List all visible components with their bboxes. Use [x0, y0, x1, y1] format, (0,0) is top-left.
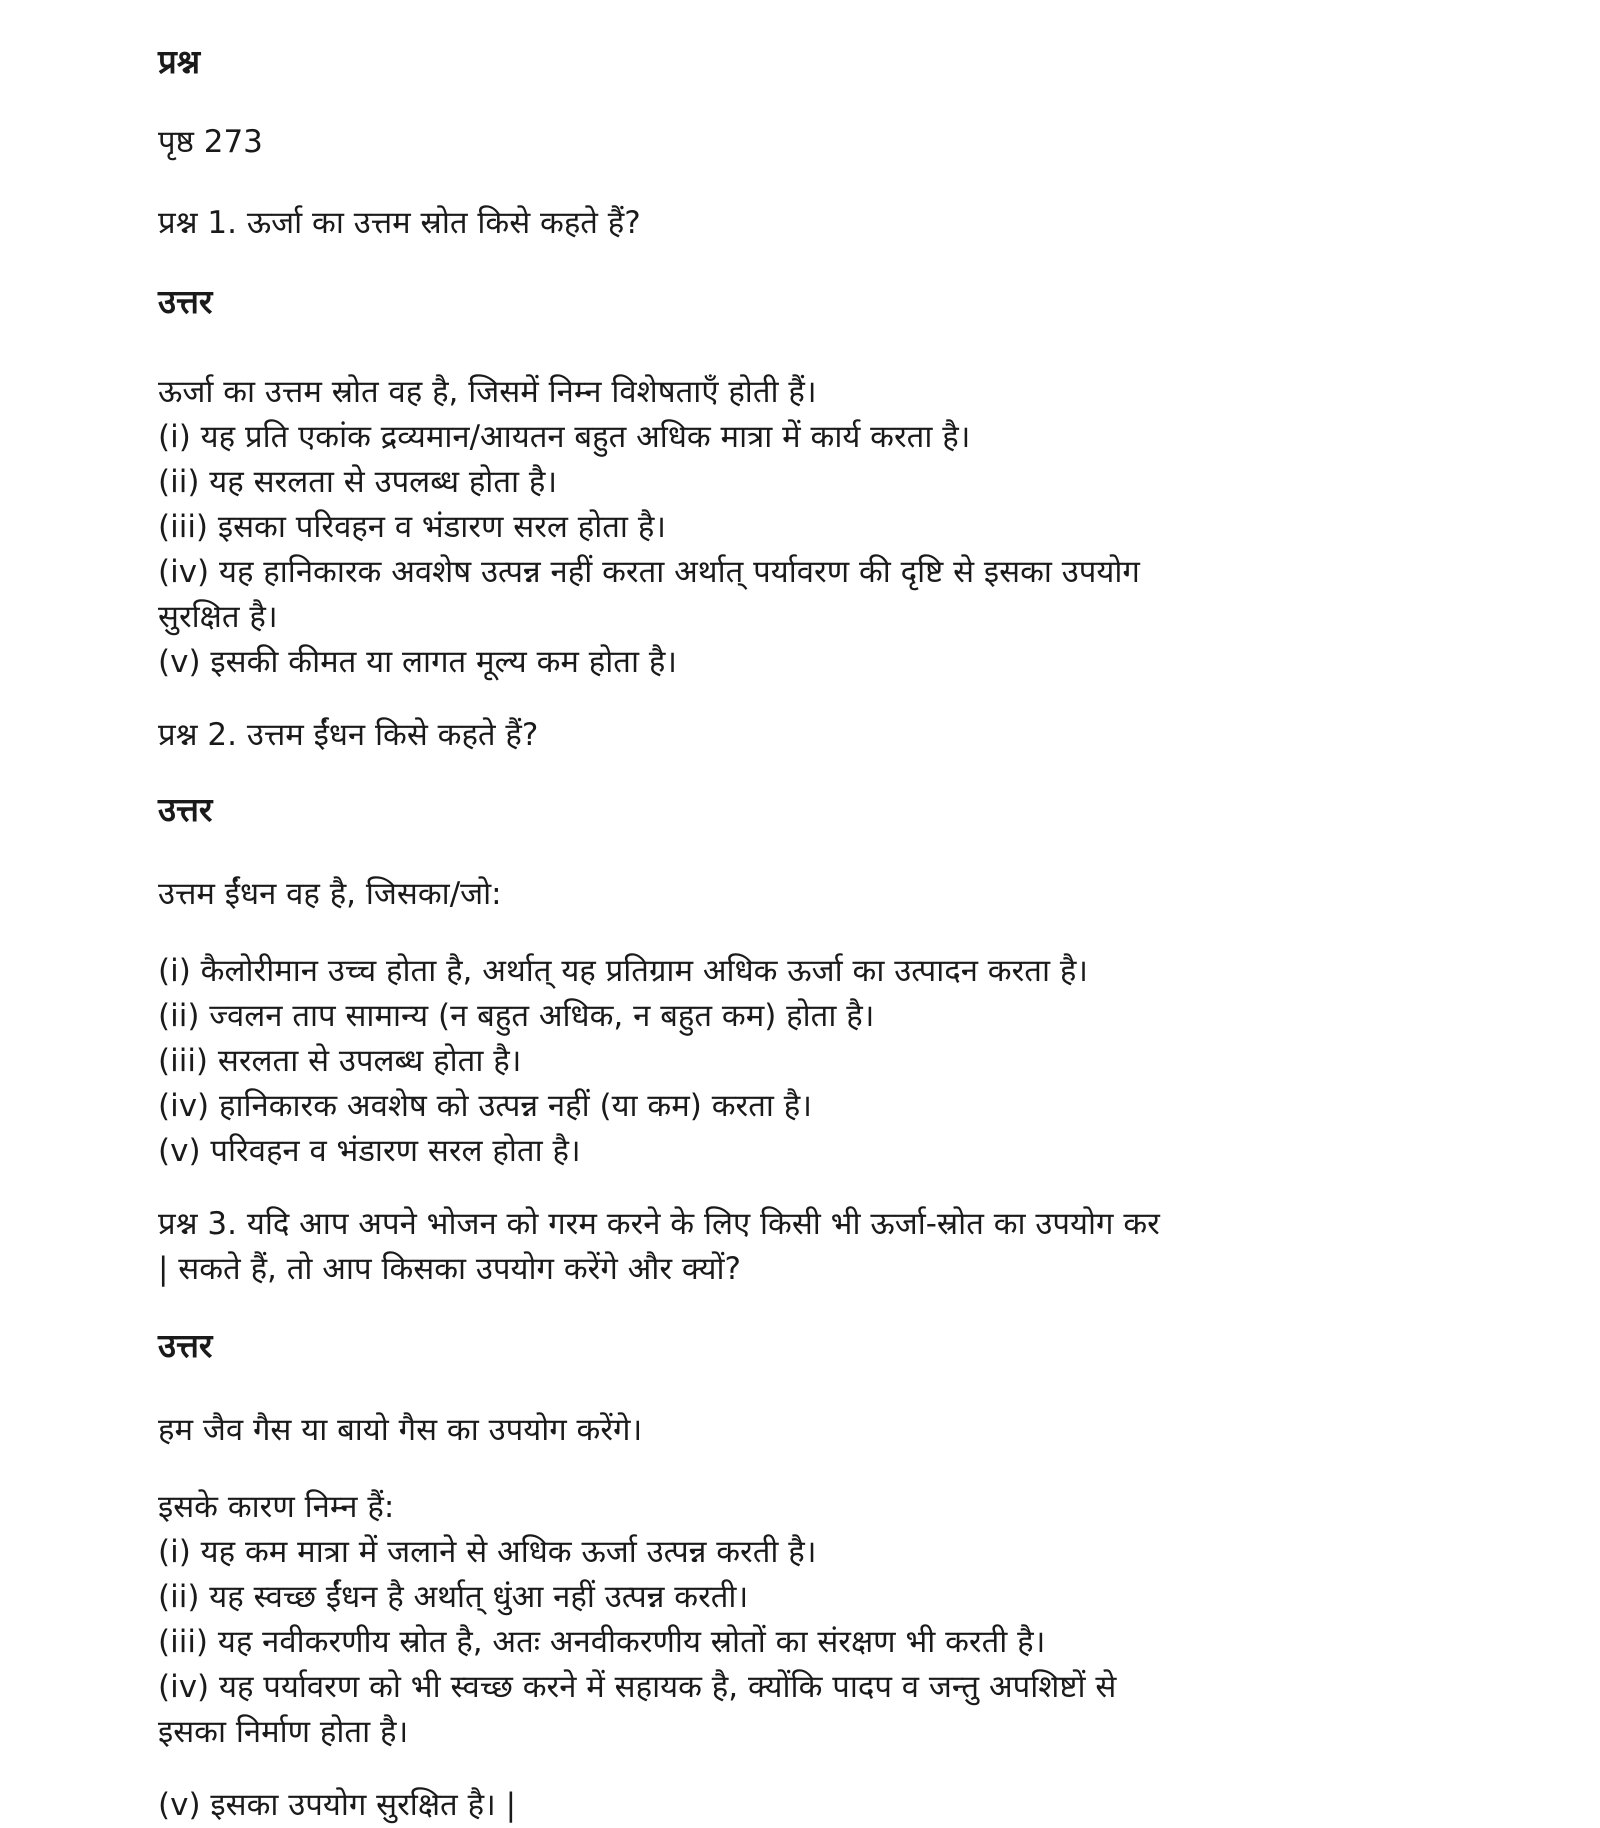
question-3 [158, 1202, 1458, 1292]
answer-2-point: (v) परिवहन व भंडारण सरल होता है। [158, 1133, 581, 1169]
answer-2-heading: उत्तर [158, 790, 213, 829]
answer-3-last-point: (v) इसका उपयोग सुरक्षित है। | [158, 1787, 517, 1823]
answer-2-list [158, 949, 1458, 1174]
answer-3-intro: हम जैव गैस या बायो गैस का उपयोग करेंगे। [158, 1412, 643, 1448]
page-number-label: पृष्ठ 273 [158, 124, 263, 160]
answer-3-point: (i) यह कम मात्रा में जलाने से अधिक ऊर्जा उत्पन्न करती है। [158, 1534, 817, 1570]
question-1: प्रश्न 1. ऊर्जा का उत्तम स्रोत किसे कहते हैं? [158, 205, 641, 241]
answer-3-heading: उत्तर [158, 1326, 213, 1365]
answer-3-reasons-title: इसके कारण निम्न हैं: [158, 1489, 395, 1525]
answer-2-intro: उत्तम ईंधन वह है, जिसका/जो: [158, 876, 502, 912]
answer-2-point: (i) कैलोरीमान उच्च होता है, अर्थात् यह प्रतिग्राम अधिक ऊर्जा का उत्पादन करता है। [158, 953, 1089, 989]
answer-2-point: (iii) सरलता से उपलब्ध होता है। [158, 1043, 522, 1079]
answer-2-point: (ii) ज्वलन ताप सामान्य (न बहुत अधिक, न बहुत कम) होता है। [158, 998, 875, 1034]
answer-1-heading: उत्तर [158, 282, 213, 321]
answer-1-point: (v) इसकी कीमत या लागत मूल्य कम होता है। [158, 644, 678, 680]
answer-1-intro: ऊर्जा का उत्तम स्रोत वह है, जिसमें निम्न विशेषताएँ होती हैं। [158, 374, 817, 410]
answer-3-point: (ii) यह स्वच्छ ईंधन है अर्थात् धुंआ नहीं उत्पन्न करती। [158, 1579, 749, 1615]
answer-1-point: (i) यह प्रति एकांक द्रव्यमान/आयतन बहुत अधिक मात्रा में कार्य करता है। [158, 419, 971, 455]
answer-1-point: (iii) इसका परिवहन व भंडारण सरल होता है। [158, 509, 667, 545]
question-2: प्रश्न 2. उत्तम ईंधन किसे कहते हैं? [158, 717, 539, 753]
answer-3-point: (iii) यह नवीकरणीय स्रोत है, अतः अनवीकरणीय स्रोतों का संरक्षण भी करती है। [158, 1624, 1046, 1660]
document-page [158, 32, 1458, 1828]
answer-1-point-continued: सुरक्षित है। [158, 599, 278, 635]
section-heading: प्रश्न [158, 42, 201, 81]
question-3-line: प्रश्न 3. यदि आप अपने भोजन को गरम करने के लिए किसी भी ऊर्जा-स्रोत का उपयोग कर [158, 1206, 1160, 1242]
answer-1-point: (ii) यह सरलता से उपलब्ध होता है। [158, 464, 558, 500]
answer-3-point: (iv) यह पर्यावरण को भी स्वच्छ करने में सहायक है, क्योंकि पादप व जन्तु अपशिष्टों से [158, 1669, 1117, 1705]
answer-2-point: (iv) हानिकारक अवशेष को उत्पन्न नहीं (या कम) करता है। [158, 1088, 812, 1124]
answer-3-point-continued: इसका निर्माण होता है। [158, 1714, 409, 1750]
question-3-line: | सकते हैं, तो आप किसका उपयोग करेंगे और क्यों? [158, 1251, 741, 1287]
answer-1-point: (iv) यह हानिकारक अवशेष उत्पन्न नहीं करता अर्थात् पर्यावरण की दृष्टि से इसका उपयोग [158, 554, 1140, 590]
answer-3-reasons [158, 1485, 1458, 1755]
answer-1-body [158, 370, 1458, 685]
